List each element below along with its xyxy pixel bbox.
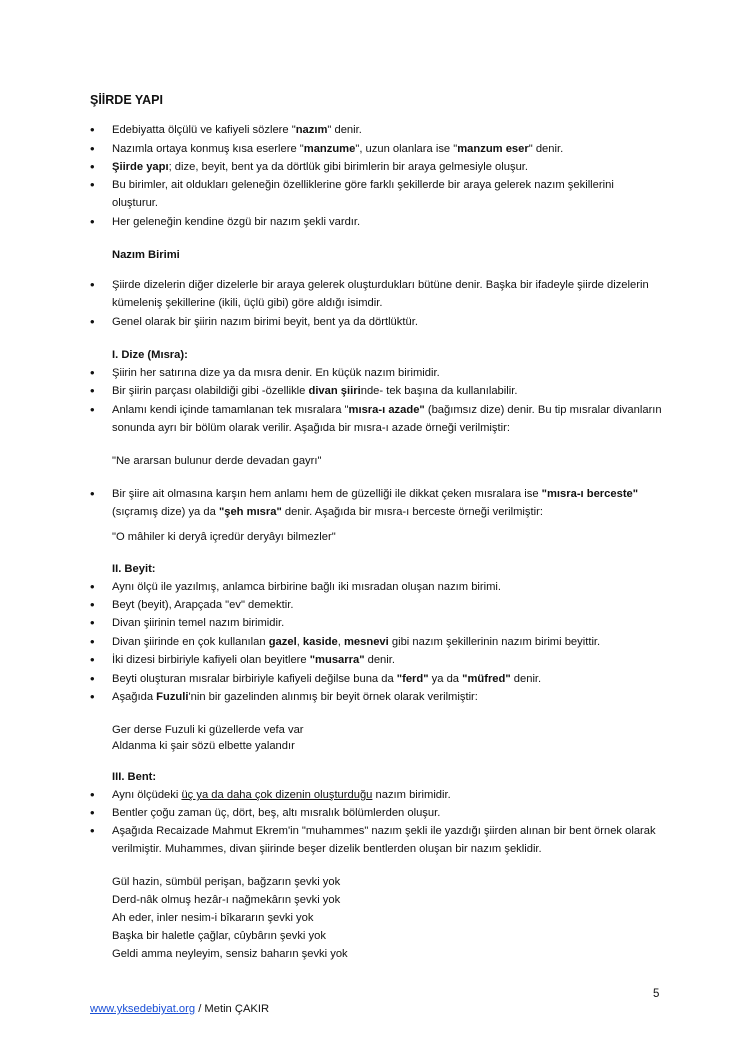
footer-author: / Metin ÇAKIR	[195, 1003, 270, 1015]
list-item: • Bir şiire ait olmasına karşın hem anlamı hem de güzelliği ile dikkat çeken mısralara ise "mısra-ı berceste" (sıçramış dize) ya da "şeh mısra" denir. Aşağıda bir mısra-ı berceste örneği verilmiştir:	[112, 485, 662, 521]
list-item: • Divan şiirinin temel nazım birimidir.	[112, 614, 662, 632]
list-item: • Şiirde dizelerin diğer dizelerle bir araya gelerek oluşturdukları bütüne denir. Başka bir ifadeyle şiirde dizelerin kümeleniş şekillerine (ikili, üçlü gibi) göre aldığı isimdir.	[112, 276, 662, 312]
section-heading: II. Beyit:	[112, 563, 156, 575]
verse-line: Gül hazin, sümbül perişan, bağzarın şevki yok	[112, 876, 341, 888]
verse-line: Ger derse Fuzuli ki güzellerde vefa var	[112, 724, 304, 736]
list-item: • Bir şiirin parçası olabildiği gibi -özellikle divan şiirinde- tek başına da kullanılabilir.	[112, 382, 662, 400]
list-item: • Aynı ölçü ile yazılmış, anlamca birbirine bağlı iki mısradan oluşan nazım birimi.	[112, 578, 662, 596]
section-heading: III. Bent:	[112, 771, 157, 783]
section-heading: Nazım Birimi	[112, 249, 180, 261]
page-number: 5	[653, 988, 660, 1000]
list-item: • İki dizesi birbiriyle kafiyeli olan beyitlere "musarra" denir.	[112, 651, 662, 669]
list-item: • Bentler çoğu zaman üç, dört, beş, altı mısralık bölümlerden oluşur.	[112, 804, 662, 822]
list-item: • Her geleneğin kendine özgü bir nazım şekli vardır.	[112, 213, 662, 231]
list-item: • Aynı ölçüdeki üç ya da daha çok dizenin oluşturduğu nazım birimidir.	[112, 786, 662, 804]
website-link[interactable]: www.yksedebiyat.org	[90, 1003, 196, 1015]
list-item: • Divan şiirinde en çok kullanılan gazel, kaside, mesnevi gibi nazım şekillerinin nazım birimi beyittir.	[112, 633, 662, 651]
list-item: • Şiirin her satırına dize ya da mısra denir. En küçük nazım birimidir.	[112, 364, 662, 382]
list-item: • Anlamı kendi içinde tamamlanan tek mısralara "mısra-ı azade" (bağımsız dize) denir. Bu tip mısralar divanların sonunda ayrı bir bölüm olarak verilir. Aşağıda bir mısra-ı azade örneği verilmiştir:	[112, 401, 662, 437]
list-item: • Şiirde yapı; dize, beyit, bent ya da dörtlük gibi birimlerin bir araya gelmesiyle oluşur.	[112, 158, 662, 176]
verse-line: Aldanma ki şair sözü elbette yalandır	[112, 740, 295, 752]
verse-line: Başka bir haletle çağlar, cûybârın şevki yok	[112, 930, 326, 942]
verse-line: Derd-nâk olmuş hezâr-ı nağmekârın şevki yok	[112, 894, 341, 906]
list-item: • Bu birimler, ait oldukları geleneğin özelliklerine göre farklı şekillerde bir araya gelerek nazım şekillerini oluşturur.	[112, 176, 662, 212]
footer	[90, 1003, 269, 1015]
verse-line: Ah eder, inler nesim-i bîkararın şevki yok	[112, 912, 314, 924]
list-item: • Edebiyatta ölçülü ve kafiyeli sözlere "nazım" denir.	[112, 121, 662, 139]
list-item: • Genel olarak bir şiirin nazım birimi beyit, bent ya da dörtlüktür.	[112, 313, 662, 331]
section-heading: I. Dize (Mısra):	[112, 349, 188, 361]
page-title: ŞİİRDE YAPI	[90, 93, 163, 107]
verse-line: Geldi amma neyleyim, sensiz baharın şevki yok	[112, 948, 348, 960]
list-item: • Beyti oluşturan mısralar birbiriyle kafiyeli değilse buna da "ferd" ya da "müfred" denir.	[112, 670, 662, 688]
list-item: • Beyt (beyit), Arapçada "ev" demektir.	[112, 596, 662, 614]
list-item: • Aşağıda Fuzuli'nin bir gazelinden alınmış bir beyit örnek olarak verilmiştir:	[112, 688, 662, 706]
list-item: • Nazımla ortaya konmuş kısa eserlere "manzume", uzun olanlara ise "manzum eser" denir.	[112, 140, 662, 158]
quote-line: "Ne ararsan bulunur derde devadan gayrı"	[112, 455, 322, 467]
list-item: • Aşağıda Recaizade Mahmut Ekrem'in "muhammes" nazım şekli ile yazdığı şiirden alınan bir bent örnek olarak verilmiştir. Muhammes, divan şiirinde beşer dizelik bentlerden oluşan bir nazım şeklidir.	[112, 822, 662, 858]
quote-line: "O mâhiler ki deryâ içredür deryâyı bilmezler"	[112, 531, 336, 543]
